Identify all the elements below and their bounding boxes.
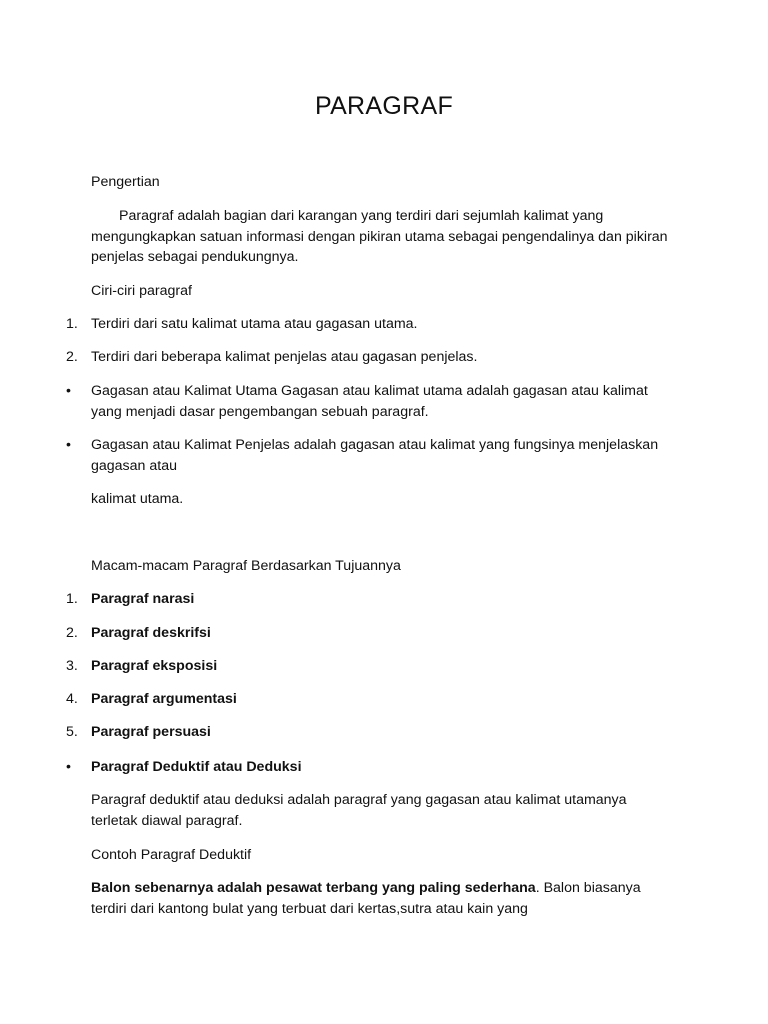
list-item-text: Paragraf Deduktif atau Deduksi [91,759,302,775]
bullet-marker: • [66,383,71,399]
macam-list-item [66,722,676,743]
list-marker: 5. [66,724,78,740]
list-marker: 1. [66,591,78,607]
contoh-rest-text: . Balon biasanya terdiri dari kantong bulat yang terbuat dari kertas,sutra atau kain yang [91,880,641,917]
list-item-text: Paragraf persuasi [91,724,211,740]
deduktif-paragraph: Paragraf deduktif atau deduksi adalah paragraf yang gagasan atau kalimat utamanya terletak diawal paragraf. [91,792,627,829]
ciri-list-item [66,347,676,368]
macam-list-item [66,623,676,644]
list-item-text: Paragraf argumentasi [91,691,237,707]
list-item-text: Paragraf eksposisi [91,658,218,674]
ciri-list-item [66,435,676,476]
list-marker: 2. [66,349,78,365]
list-marker: 3. [66,658,78,674]
contoh-topic-sentence: Balon sebenarnya adalah pesawat terbang yang paling sederhana [91,880,536,896]
list-marker: 1. [66,316,78,332]
list-marker: 2. [66,625,78,641]
list-item-text: Terdiri dari satu kalimat utama atau gagasan utama. [91,316,418,332]
bullet-marker: • [66,759,71,775]
list-item-text: Gagasan atau Kalimat Penjelas adalah gagasan atau kalimat yang fungsinya menjelaskan gagasan atau [91,437,659,474]
heading-pengertian: Pengertian [91,174,160,190]
contoh-paragraph [91,878,671,919]
heading-macam-macam: Macam-macam Paragraf Berdasarkan Tujuannya [91,558,401,574]
ciri-continuation: kalimat utama. [91,491,184,507]
page-title: PARAGRAF [314,92,454,120]
list-item-text: Paragraf deskrifsi [91,625,211,641]
ciri-list-item [66,381,676,422]
macam-list-item [66,689,676,710]
heading-ciri-ciri: Ciri-ciri paragraf [91,283,192,299]
list-marker: 4. [66,691,78,707]
ciri-list-item [66,314,676,335]
list-item-text: Paragraf narasi [91,591,195,607]
list-item-text: Gagasan atau Kalimat Utama Gagasan atau kalimat utama adalah gagasan atau kalimat yang menjadi dasar pengembangan sebuah paragraf. [91,383,648,420]
macam-list-item [66,757,676,778]
heading-contoh: Contoh Paragraf Deduktif [91,847,252,863]
bullet-marker: • [66,437,71,453]
macam-list-item [66,656,676,677]
list-item-text: Terdiri dari beberapa kalimat penjelas atau gagasan penjelas. [91,349,478,365]
macam-list-item [66,589,676,610]
pengertian-paragraph: Paragraf adalah bagian dari karangan yang terdiri dari sejumlah kalimat yang mengungkapkan satuan informasi dengan pikiran utama sebagai pengendalinya dan pikiran penjelas sebagai pendukungnya. [91,208,668,265]
